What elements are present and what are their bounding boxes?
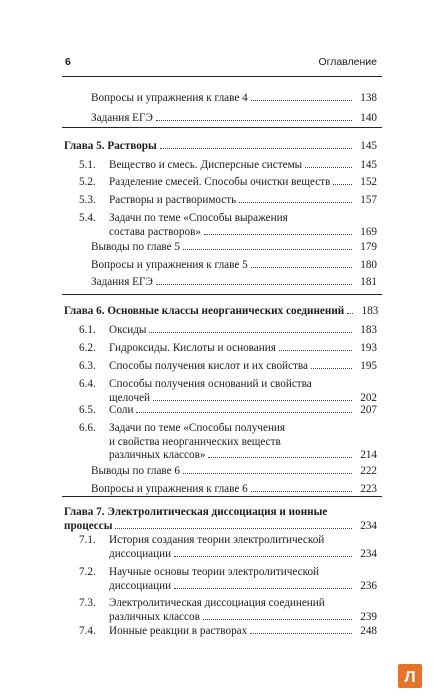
page-ref: 234 <box>360 519 377 532</box>
toc-section-entry[interactable] <box>109 176 377 190</box>
dot-leader <box>250 633 352 634</box>
toc-entry-line <box>109 422 377 436</box>
toc-section-entry[interactable] <box>109 404 377 418</box>
page-ref: 181 <box>360 276 377 288</box>
section-divider <box>62 294 382 295</box>
dot-leader <box>347 313 353 314</box>
section-number: 6.3. <box>79 360 96 372</box>
toc-entry-title: Ионные реакции в растворах <box>109 625 248 637</box>
running-header <box>65 56 377 72</box>
toc-entry-title: Вопросы и упражнения к главе 5 <box>91 259 248 271</box>
section-number: 6.2. <box>79 342 96 354</box>
page-ref: 248 <box>360 625 377 637</box>
chapter-label: Глава 6. <box>64 305 105 317</box>
section-divider <box>62 127 382 128</box>
page-ref: 236 <box>360 579 377 592</box>
toc-entry-line <box>109 534 377 548</box>
page-ref: 239 <box>360 610 377 623</box>
dot-leader <box>115 528 352 529</box>
section-number: 5.3. <box>79 194 96 206</box>
toc-entry-line <box>109 159 377 173</box>
page-ref: 152 <box>360 176 377 188</box>
toc-entry-title: Выводы по главе 5 <box>91 241 180 253</box>
dot-leader <box>149 332 352 333</box>
section-number: 7.1. <box>79 534 96 546</box>
dot-leader <box>136 412 352 413</box>
toc-entry-title: Вопросы и упражнения к главе 6 <box>91 483 248 495</box>
page-ref: 179 <box>360 241 377 253</box>
toc-entry-line <box>109 378 377 392</box>
toc-entry[interactable] <box>91 465 377 479</box>
toc-entry-title: Способы получения кислот и их свойства <box>109 360 308 372</box>
page-ref: 223 <box>360 483 377 495</box>
toc-entry-line <box>109 597 377 611</box>
page-ref: 157 <box>360 194 377 206</box>
page-ref: 207 <box>360 404 377 416</box>
toc-entry-line <box>109 194 377 208</box>
toc-entry-title: Соли <box>109 404 134 416</box>
toc-section-entry[interactable] <box>109 422 377 463</box>
toc-entry-line <box>91 259 377 273</box>
toc-entry[interactable] <box>91 276 377 290</box>
chapter-title: Основные классы неорганических соединений <box>107 305 345 317</box>
section-number: 7.2. <box>79 566 96 578</box>
section-number: 5.2. <box>79 176 96 188</box>
dot-leader <box>333 184 352 185</box>
toc-entry-line <box>109 566 377 580</box>
toc-section-entry[interactable] <box>109 159 377 173</box>
svg-text:Л: Л <box>404 669 416 686</box>
toc-entry[interactable] <box>91 92 377 106</box>
section-number: 6.5. <box>79 404 96 416</box>
dot-leader <box>174 556 352 557</box>
dot-leader <box>156 120 352 121</box>
toc-entry-line <box>109 580 377 594</box>
toc-entry-title: Разделение смесей. Способы очистки веществ <box>109 176 331 188</box>
toc-entry-line <box>109 611 377 625</box>
toc-entry-title: различных классов» <box>109 449 206 461</box>
page-ref: 234 <box>360 547 377 560</box>
toc-section-entry[interactable] <box>109 324 377 338</box>
toc-entry-title: Электролитическая диссоциация соединений <box>109 597 325 609</box>
toc-entry-title: Выводы по главе 6 <box>91 465 180 477</box>
dot-leader <box>203 619 352 620</box>
toc-entry-line <box>109 404 377 418</box>
toc-entry-line <box>109 342 377 356</box>
dot-leader <box>305 167 352 168</box>
publisher-logo-icon <box>398 664 422 688</box>
running-title: Оглавление <box>318 56 377 68</box>
toc-section-entry[interactable] <box>109 378 377 405</box>
toc-section-entry[interactable] <box>109 342 377 356</box>
dot-leader <box>156 284 352 285</box>
page-ref: 195 <box>360 360 377 372</box>
toc-entry-line <box>64 305 377 319</box>
page-ref: 145 <box>360 159 377 171</box>
toc-section-entry[interactable] <box>109 625 377 639</box>
page-ref: 183 <box>360 324 377 336</box>
toc-entry-line <box>109 436 377 450</box>
section-number: 6.6. <box>79 422 96 434</box>
toc-entry-title: История создания теории электролитической <box>109 534 325 546</box>
toc-entry-line <box>109 226 377 240</box>
dot-leader <box>183 249 352 250</box>
dot-leader <box>208 457 352 458</box>
toc-section-entry[interactable] <box>109 360 377 374</box>
toc-entry-line <box>91 92 377 106</box>
dot-leader <box>174 588 352 589</box>
toc-entry-title: Задачи по теме «Способы выражения <box>109 212 288 224</box>
page-ref: 169 <box>360 225 377 238</box>
dot-leader <box>251 267 352 268</box>
section-number: 7.4. <box>79 625 96 637</box>
toc-entry[interactable] <box>91 112 377 126</box>
toc-entry-line <box>109 324 377 338</box>
toc-entry-line <box>91 483 377 497</box>
chapter-title: процессы <box>64 519 113 532</box>
toc-section-entry[interactable] <box>109 566 377 593</box>
toc-entry-line <box>109 176 377 190</box>
section-number: 6.4. <box>79 378 96 390</box>
dot-leader <box>251 100 352 101</box>
toc-entry-title: диссоциации <box>109 547 172 560</box>
toc-entry-title: Растворы и растворимость <box>109 194 237 206</box>
toc-entry-line <box>109 392 377 406</box>
toc-entry-title: Задания ЕГЭ <box>91 276 153 288</box>
toc-entry-title: Вещество и смесь. Дисперсные системы <box>109 159 303 171</box>
toc-entry-line <box>109 212 377 226</box>
dot-leader <box>279 350 352 351</box>
page-ref: 180 <box>360 259 377 271</box>
toc-entry[interactable] <box>91 483 377 497</box>
chapter-label: Глава 7. <box>64 506 105 518</box>
toc-section-entry[interactable] <box>109 597 377 624</box>
section-number: 5.1. <box>79 159 96 171</box>
dot-leader <box>204 234 352 235</box>
chapter-heading[interactable] <box>64 506 377 533</box>
section-number: 6.1. <box>79 324 96 336</box>
chapter-title: Электролитическая диссоциация и ионные <box>107 506 328 518</box>
dot-leader <box>160 148 352 149</box>
toc-entry-line <box>109 449 377 463</box>
dot-leader <box>311 368 352 369</box>
toc-entry-line <box>91 112 377 126</box>
toc-section-entry[interactable] <box>109 212 377 239</box>
page-ref: 214 <box>360 449 377 461</box>
toc-entry-line <box>109 548 377 562</box>
toc-entry-line <box>64 520 377 534</box>
toc-entry[interactable] <box>91 259 377 273</box>
toc-entry-title: состава растворов» <box>109 225 201 238</box>
toc-entry-line <box>109 625 377 639</box>
dot-leader <box>251 491 352 492</box>
toc-entry-title: Гидроксиды. Кислоты и основания <box>109 342 276 354</box>
chapter-heading[interactable] <box>64 140 377 154</box>
dot-leader <box>183 473 352 474</box>
page-ref: 193 <box>360 342 377 354</box>
toc-entry-line <box>109 360 377 374</box>
page-ref: 140 <box>360 112 377 124</box>
chapter-title: Растворы <box>107 140 157 152</box>
page-ref: 145 <box>360 140 377 152</box>
page-ref: 183 <box>361 305 379 317</box>
toc-entry-title: различных классов <box>109 610 200 623</box>
toc-entry-title: Вопросы и упражнения к главе 4 <box>91 92 248 104</box>
toc-entry-title: и свойства неорганических веществ <box>109 435 281 448</box>
page-ref: 222 <box>360 465 377 477</box>
toc-entry-line <box>64 506 377 520</box>
toc-entry-line <box>91 241 377 255</box>
toc-entry-line <box>91 276 377 290</box>
toc-entry-line <box>91 465 377 479</box>
toc-section-entry[interactable] <box>109 194 377 208</box>
dot-leader <box>239 202 352 203</box>
toc-entry-title: Научные основы теории электролитической <box>109 566 320 578</box>
toc-entry-title: диссоциации <box>109 579 172 592</box>
toc-entry-title: щелочей <box>109 391 151 404</box>
toc-entry-line <box>64 140 377 154</box>
page-number: 6 <box>65 56 71 68</box>
section-number: 7.3. <box>79 597 96 609</box>
toc-section-entry[interactable] <box>109 534 377 561</box>
toc-entry-title: Задания ЕГЭ <box>91 112 153 124</box>
toc-entry-title: Оксиды <box>109 324 147 336</box>
page-ref: 138 <box>360 92 377 104</box>
toc-entry-title: Способы получения оснований и свойства <box>109 378 312 390</box>
toc-entry-title: Задачи по теме «Способы получения <box>109 422 286 434</box>
header-rule <box>62 76 382 77</box>
section-number: 5.4. <box>79 212 96 224</box>
page-ref: 202 <box>360 391 377 404</box>
chapter-heading[interactable] <box>64 305 377 319</box>
chapter-label: Глава 5. <box>64 140 105 152</box>
dot-leader <box>153 400 352 401</box>
toc-entry[interactable] <box>91 241 377 255</box>
